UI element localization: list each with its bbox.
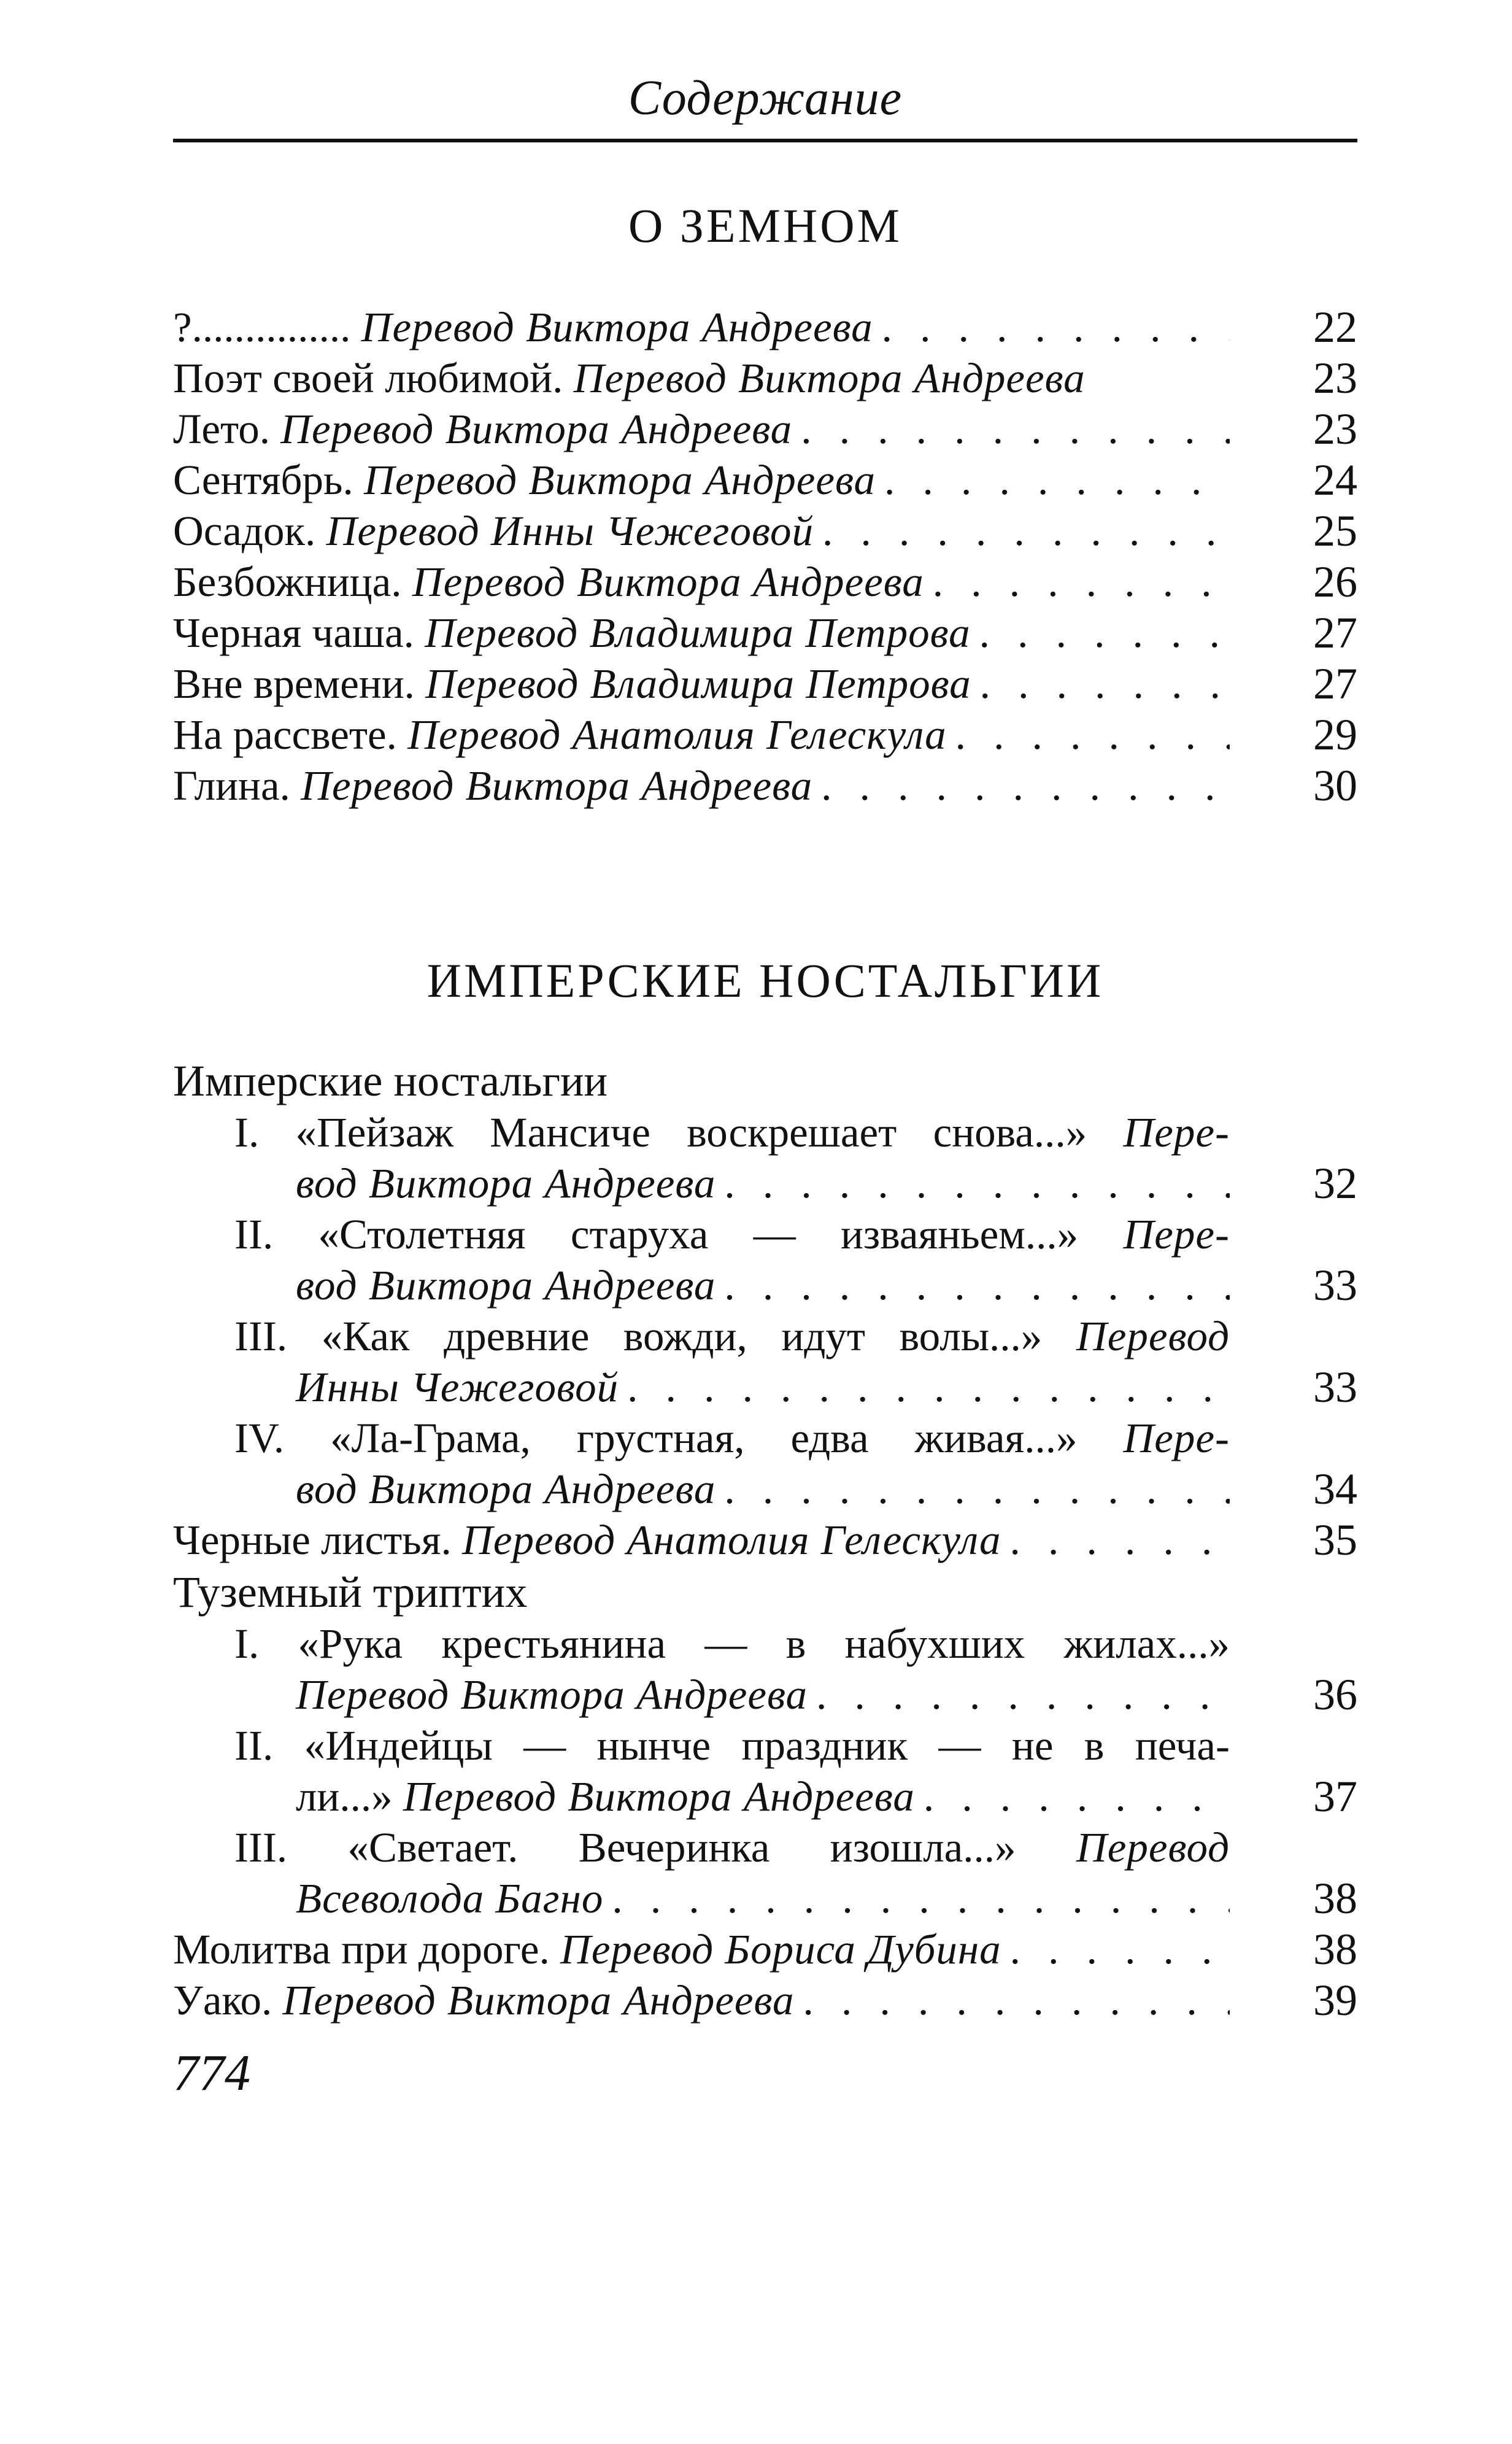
entry-translator-end: вод Виктора Андреева: [296, 1262, 716, 1309]
entry-page-number: 23: [1313, 404, 1357, 454]
toc-subentry: [173, 1720, 1357, 1822]
section-title: ИМПЕРСКИЕ НОСТАЛЬГИИ: [426, 954, 1104, 1007]
entry-page-number: 27: [1313, 659, 1357, 708]
entry-page-number: 34: [1313, 1464, 1357, 1514]
entry-title: ?: [173, 304, 192, 350]
toc-entry: [173, 557, 1357, 608]
entry-translator: Перевод Виктора Андреева: [280, 406, 793, 452]
entry-title: Лето.: [173, 406, 270, 452]
entry-page-number: 27: [1313, 608, 1357, 657]
running-head: Содержание: [628, 71, 903, 125]
dot-leader: [716, 1464, 1230, 1515]
entry-page-number: 37: [1313, 1772, 1357, 1821]
entry-title: Черные листья.: [173, 1517, 452, 1563]
entry-translator-start: Пере-: [1123, 1211, 1230, 1258]
toc-entry: [173, 1515, 1357, 1566]
entry-inline-leader: ...............: [191, 304, 351, 350]
entry-page-number: 33: [1313, 1363, 1357, 1412]
toc-entry: [173, 455, 1357, 506]
subentry-first-line: [173, 1107, 1230, 1158]
entry-translator: Перевод Инны Чежеговой: [326, 508, 814, 554]
entry-translator-end: Инны Чежеговой: [296, 1364, 619, 1410]
entry-translator: Перевод Бориса Дубина: [560, 1926, 1001, 1973]
dot-leader: [792, 404, 1230, 455]
entry-title: Осадок.: [173, 508, 316, 554]
entry-translator-end: Всеволода Багно: [296, 1875, 604, 1922]
entry-page-number: 35: [1313, 1515, 1357, 1564]
toc-entry: [173, 404, 1357, 455]
dot-leader: [808, 1669, 1230, 1720]
entry-page-number: 22: [1313, 303, 1357, 352]
dot-leader: [794, 1975, 1230, 2026]
dot-leader: [915, 1771, 1230, 1822]
entry-title: I. «Рука крестьянина — в набухших жилах...»: [234, 1620, 1230, 1667]
entry-page-number: 24: [1313, 455, 1357, 505]
group-heading: Туземный триптих: [173, 1568, 528, 1617]
header-rule: [173, 139, 1357, 142]
toc-entry: [173, 1975, 1357, 2026]
toc-entry: [173, 1924, 1357, 1975]
entry-translator-start: Перевод: [1076, 1824, 1230, 1871]
entry-translator-start: Пере-: [1123, 1109, 1230, 1156]
toc-entry: [173, 760, 1357, 811]
subentry-first-line: [173, 1822, 1230, 1873]
dot-leader: [924, 557, 1230, 608]
page-number-folio: 774: [173, 2044, 250, 2102]
entry-page-number: 32: [1313, 1159, 1357, 1208]
subentry-first-line: [173, 1311, 1230, 1362]
entry-translator-start: Перевод: [1076, 1313, 1230, 1359]
toc-entry: [173, 659, 1357, 710]
toc-subentry: [173, 1209, 1357, 1311]
entry-translator: Перевод Владимира Петрова: [425, 660, 971, 707]
toc-subentry: [173, 1107, 1357, 1209]
entry-page-number: 33: [1313, 1261, 1357, 1310]
entry-page-number: 38: [1313, 1874, 1357, 1923]
entry-page-number: 38: [1313, 1925, 1357, 1974]
entry-title-end: ли...»: [296, 1773, 393, 1820]
toc-subentry: [173, 1822, 1357, 1924]
group-heading: Имперские ностальгии: [173, 1056, 608, 1105]
entry-title: На рассвете.: [173, 711, 397, 758]
toc-subentry: [173, 1618, 1357, 1720]
entry-translator: Перевод Виктора Андреева: [282, 1977, 795, 2024]
subentry-first-line: [173, 1209, 1230, 1260]
dot-leader: [716, 1260, 1230, 1311]
entry-title: II. «Столетняя старуха — изваяньем...»: [234, 1211, 1079, 1258]
dot-leader: [619, 1362, 1230, 1413]
dot-leader: [812, 760, 1230, 811]
entry-translator: Перевод Виктора Андреева: [363, 457, 876, 503]
entry-translator-start: Пере-: [1123, 1415, 1230, 1461]
entry-title: Молитва при дороге.: [173, 1926, 550, 1973]
entry-title: III. «Как древние вожди, идут волы...»: [234, 1313, 1043, 1359]
entry-translator: Перевод Виктора Андреева: [412, 559, 924, 605]
entry-translator: Перевод Виктора Андреева: [301, 762, 813, 809]
entry-title: IV. «Ла-Грама, грустная, едва живая...»: [234, 1415, 1078, 1461]
entry-translator: Перевод Виктора Андреева: [573, 355, 1086, 401]
entry-title: III. «Светает. Вечеринка изошла...»: [234, 1824, 1016, 1871]
entry-page-number: 29: [1313, 710, 1357, 759]
toc-list-section-2: [173, 1054, 1357, 2026]
entry-title: II. «Индейцы — нынче праздник — не в печа-: [234, 1722, 1230, 1769]
entry-title: Сентябрь.: [173, 457, 353, 503]
entry-translator-end: Перевод Виктора Андреева: [296, 1671, 808, 1718]
entry-translator-end: Перевод Виктора Андреева: [403, 1773, 915, 1820]
toc-entry: [173, 302, 1357, 353]
subentry-first-line: [173, 1413, 1230, 1464]
entry-title: Вне времени.: [173, 660, 415, 707]
toc-entry: [173, 608, 1357, 659]
entry-page-number: 23: [1313, 354, 1357, 403]
dot-leader: [873, 302, 1230, 353]
subentry-first-line: [173, 1618, 1230, 1669]
subentry-first-line: [173, 1720, 1230, 1771]
dot-leader: [603, 1873, 1230, 1924]
entry-page-number: 30: [1313, 761, 1357, 810]
dot-leader: [876, 455, 1230, 506]
dot-leader: [971, 659, 1230, 710]
toc-entry: [173, 353, 1357, 404]
entry-page-number: 36: [1313, 1670, 1357, 1719]
entry-translator-end: вод Виктора Андреева: [296, 1466, 716, 1512]
entry-title: Глина.: [173, 762, 290, 809]
entry-page-number: 39: [1313, 1976, 1357, 2025]
toc-entry: [173, 506, 1357, 557]
section-title: О ЗЕМНОМ: [628, 199, 902, 252]
entry-title: Черная чаша.: [173, 609, 414, 656]
entry-title: I. «Пейзаж Мансиче воскрешает снова...»: [234, 1109, 1087, 1156]
entry-page-number: 26: [1313, 557, 1357, 606]
dot-leader: [947, 710, 1230, 760]
dot-leader: [971, 608, 1230, 659]
entry-page-number: 25: [1313, 506, 1357, 555]
toc-subentry: [173, 1413, 1357, 1515]
entry-title: Поэт своей любимой.: [173, 355, 563, 401]
entry-translator: Перевод Виктора Андреева: [361, 304, 873, 350]
dot-leader: [1001, 1515, 1230, 1566]
dot-leader: [716, 1158, 1230, 1209]
entry-translator: Перевод Анатолия Гелескула: [461, 1517, 1001, 1563]
dot-leader: [814, 506, 1230, 557]
entry-translator-end: вод Виктора Андреева: [296, 1160, 716, 1207]
dot-leader: [1001, 1924, 1230, 1975]
toc-subentry: [173, 1311, 1357, 1413]
entry-translator: Перевод Анатолия Гелескула: [407, 711, 947, 758]
entry-title: Уако.: [173, 1977, 272, 2024]
entry-title: Безбожница.: [173, 559, 402, 605]
entry-translator: Перевод Владимира Петрова: [425, 609, 971, 656]
toc-list-section-1: [173, 302, 1357, 811]
toc-entry: [173, 710, 1357, 760]
